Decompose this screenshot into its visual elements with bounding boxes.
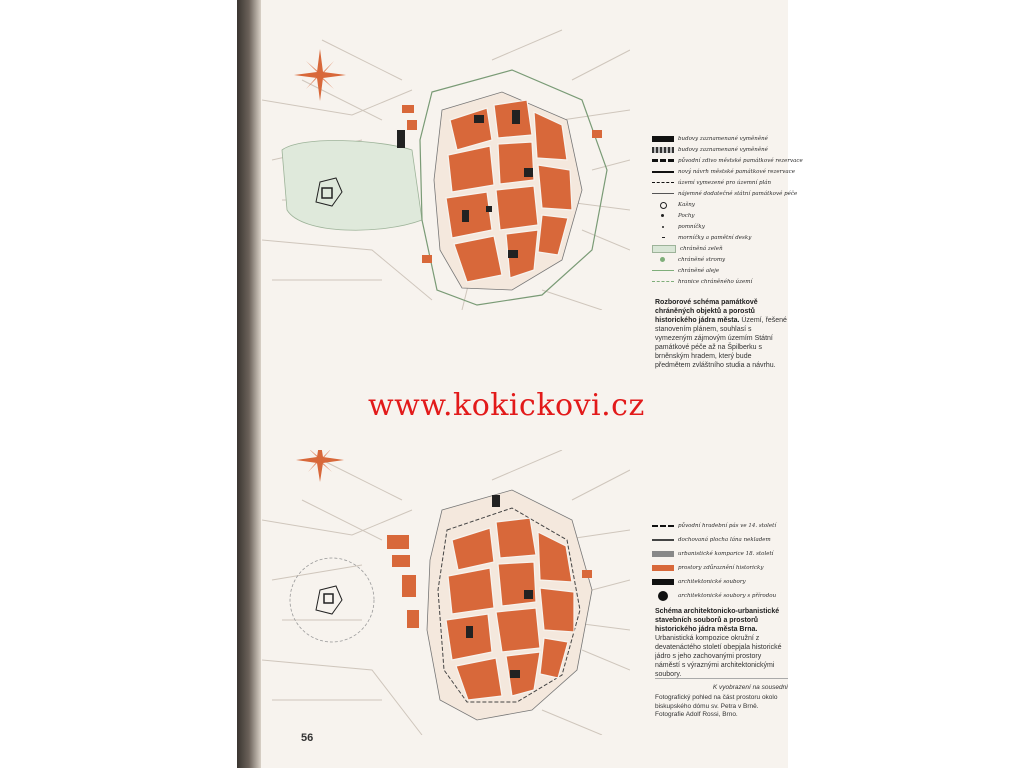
legend-swatch bbox=[652, 245, 676, 253]
book-spine bbox=[237, 0, 261, 768]
legend-item bbox=[652, 144, 792, 155]
legend-swatch bbox=[652, 281, 674, 282]
legend-item bbox=[652, 166, 795, 177]
note-body: Fotografický pohled na část prostoru okolo biskupského dómu sv. Petra v Brně. Fotografie Adolf Rossi, Brno. bbox=[655, 694, 778, 718]
legend-label: budovy zaznamenané vyměněné bbox=[678, 135, 768, 142]
legend-label: architektonické soubory bbox=[678, 579, 746, 585]
watermark-text: www.kokickovi.cz bbox=[368, 388, 645, 423]
top-legend bbox=[652, 133, 803, 287]
legend-label: budovy zaznamenané vyměněné bbox=[678, 146, 768, 153]
bottom-city-map bbox=[262, 450, 630, 735]
top-city-map bbox=[262, 20, 630, 310]
legend-label: urbanistické komparice 18. století bbox=[678, 551, 774, 557]
bottom-map-svg bbox=[262, 450, 630, 735]
tick-icon bbox=[652, 235, 674, 241]
legend-item bbox=[652, 265, 792, 276]
page-number: 56 bbox=[301, 732, 314, 744]
compass-rose-top bbox=[294, 49, 346, 101]
dot-icon bbox=[652, 213, 674, 219]
legend-swatch bbox=[652, 565, 674, 571]
legend-item bbox=[652, 575, 792, 589]
compass-rose-bottom bbox=[296, 450, 344, 482]
legend-swatch bbox=[652, 136, 674, 142]
legend-item bbox=[652, 243, 792, 254]
legend-label: prostory zdůraznění historicky bbox=[678, 565, 764, 571]
legend-item bbox=[652, 589, 792, 603]
legend-label: území vymezené pro územní plán bbox=[678, 179, 772, 186]
legend-label: chráněné aleje bbox=[678, 267, 720, 274]
legend-label: původní hradební pás ve 14. století bbox=[678, 523, 777, 529]
top-caption bbox=[655, 298, 788, 370]
top-caption-body: Území, řešené stanovením plánem, souhlasí s vymezeným zájmovým územím Státní památkové péče až na Špilberku s brněnským hradem, který bude předmětem zvláštního studia a návrhu. bbox=[655, 317, 787, 369]
legend-label: hranice chráněného území bbox=[678, 278, 753, 285]
top-map-svg bbox=[262, 20, 630, 310]
legend-item bbox=[652, 519, 792, 533]
legend-swatch bbox=[652, 193, 674, 194]
legend-item bbox=[652, 155, 803, 166]
legend-label: původní zdivo městské památkové rezervace bbox=[678, 157, 803, 164]
legend-swatch bbox=[652, 593, 674, 599]
legend-swatch bbox=[652, 171, 674, 173]
small-dot-icon bbox=[652, 224, 674, 230]
legend-item bbox=[652, 133, 792, 144]
legend-item bbox=[652, 254, 792, 265]
legend-item bbox=[652, 276, 792, 287]
legend-swatch bbox=[652, 539, 674, 541]
legend-item bbox=[652, 561, 792, 575]
legend-item bbox=[652, 210, 792, 221]
legend-label: Pochy bbox=[678, 212, 695, 219]
legend-item bbox=[652, 547, 792, 561]
fountain-icon bbox=[652, 202, 674, 208]
legend-item bbox=[652, 232, 792, 243]
legend-label: chráněná zeleň bbox=[680, 245, 723, 252]
note-heading: K vyobrazení na sousední bbox=[712, 684, 788, 691]
legend-item bbox=[652, 533, 792, 547]
legend-swatch bbox=[652, 525, 674, 527]
legend-swatch bbox=[652, 270, 674, 271]
tree-icon bbox=[652, 257, 674, 263]
legend-label: nový návrh městské památkové rezervace bbox=[678, 168, 795, 175]
divider bbox=[655, 678, 788, 679]
legend-item bbox=[652, 188, 798, 199]
legend-label: Kašny bbox=[678, 201, 695, 208]
legend-swatch bbox=[652, 579, 674, 585]
legend-label: nájemné dodatečné státní památkové péče bbox=[678, 190, 798, 197]
top-caption-title: Rozborové schéma památkově chráněných objektů a porostů historického jádra města. bbox=[655, 299, 758, 324]
legend-item bbox=[652, 177, 792, 188]
bottom-caption-title: Schéma architektonicko-urbanistické stavebních souborů a prostorů historického jádra města Brna. bbox=[655, 608, 780, 633]
legend-label: chráněné stromy bbox=[678, 256, 726, 263]
bottom-caption bbox=[655, 607, 788, 679]
legend-swatch bbox=[652, 182, 674, 183]
legend-label: pomníčky bbox=[678, 223, 705, 230]
legend-swatch bbox=[652, 159, 674, 162]
legend-label: architektonické soubory s přírodou bbox=[678, 593, 777, 599]
legend-swatch bbox=[652, 551, 674, 557]
legend-item bbox=[652, 199, 792, 210]
legend-label: morníčky a pamětní desky bbox=[678, 234, 752, 241]
legend-item bbox=[652, 221, 792, 232]
legend-swatch bbox=[652, 147, 674, 153]
legend-label: dochovaná plocha lána nekladem bbox=[678, 537, 771, 543]
bottom-legend bbox=[652, 519, 792, 603]
bottom-caption-body: Urbanistická kompozice okružní z devatenáctého století obepjala historické jádro s jeho zachovanými prostory náměstí s výraznými architektonickými soubory. bbox=[655, 635, 782, 678]
